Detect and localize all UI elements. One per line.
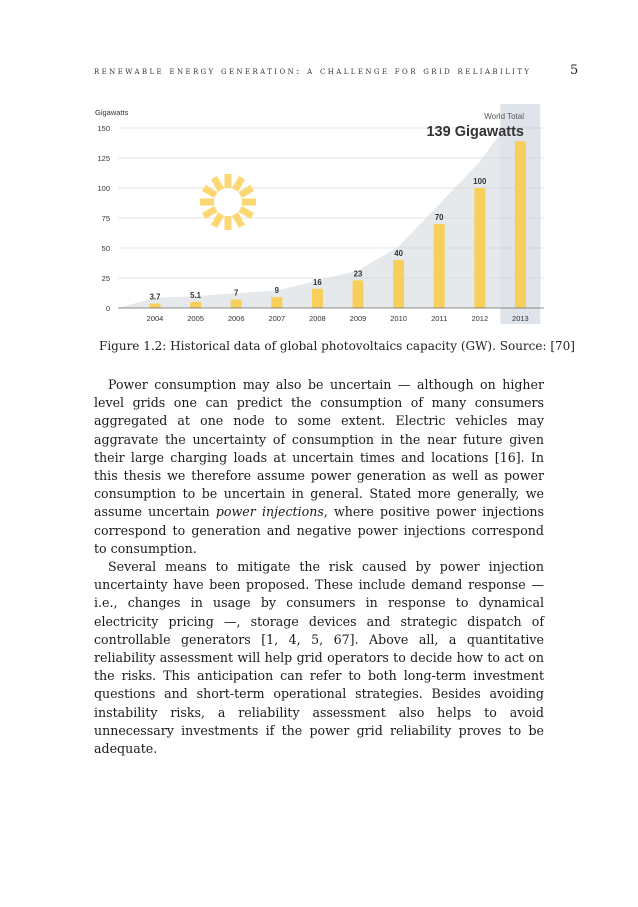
- x-tick-label: 2012: [471, 314, 489, 323]
- page-number: 5: [570, 63, 579, 78]
- x-tick-label: 2010: [390, 314, 407, 323]
- bar: [515, 141, 526, 308]
- y-axis-label: Gigawatts: [95, 108, 129, 117]
- y-tick-label: 125: [97, 154, 110, 163]
- value-label: 40: [394, 249, 403, 258]
- bar: [231, 300, 242, 308]
- y-tick-label: 100: [97, 184, 110, 193]
- paragraph-2: Several means to mitigate the risk caused by power injection uncertainty have been proposed. These include demand response — i.e., changes in usage by consumers in response to dynamical electricity pricing —, storage devices and strategic dispatch of controllable generators [1, 4, 5, 67]. Above all, a quantitative reliability assessment will help grid operators to decide how to act on the risks. This anticipation can refer to both long-term investment questions and short-term operational strategies. Besides avoiding instability risks, a reliability assessment also helps to avoid unnecessary investments if the power grid reliability proves to be adequate.: [94, 559, 544, 757]
- world-total-label: World Total: [484, 112, 524, 121]
- y-tick-label: 50: [101, 244, 110, 253]
- power-injections-emphasis: power injections: [215, 504, 324, 520]
- body-text: [94, 376, 544, 758]
- value-label: 100: [473, 177, 487, 186]
- x-tick-label: 2007: [268, 314, 286, 323]
- bar: [150, 304, 161, 308]
- value-label: 7: [234, 288, 239, 298]
- x-tick-label: 2011: [431, 314, 448, 323]
- x-tick-label: 2009: [349, 314, 367, 323]
- y-tick-label: 150: [97, 124, 110, 133]
- y-tick-label: 0: [105, 304, 110, 313]
- value-label: 5.1: [190, 290, 202, 300]
- bar: [474, 188, 485, 308]
- figure-caption: Figure 1.2: Historical data of global photovoltaics capacity (GW). Source: [70]: [99, 339, 575, 353]
- bar: [312, 289, 323, 308]
- bar: [353, 280, 364, 308]
- pv-capacity-figure: [88, 104, 548, 330]
- value-label: 23: [353, 269, 363, 279]
- bar: [393, 260, 404, 308]
- x-tick-label: 2013: [512, 314, 529, 323]
- value-label: 70: [434, 213, 444, 222]
- running-header: renewable energy generation: a challenge for grid reliability: [94, 66, 532, 77]
- value-label: 9: [274, 286, 279, 296]
- x-tick-label: 2005: [187, 314, 204, 323]
- x-tick-label: 2004: [146, 314, 164, 323]
- bar: [434, 224, 445, 308]
- y-tick-label: 75: [101, 214, 110, 223]
- bar: [271, 297, 282, 308]
- x-tick-label: 2008: [309, 314, 326, 323]
- world-total-value: 139 Gigawatts: [426, 124, 524, 140]
- paragraph-1-text: Power consumption may also be uncertain — although on higher level grids one can predict the consumption of many consumers aggregated at one node to some extent. Electric vehicles may aggravate the uncertainty of consumption in the near future given their large charging loads at uncertain times and locations [16]. In this thesis we therefore assume power generation as well as power consumption to be uncertain in general. Stated more generally, we assume uncertain: [94, 377, 544, 520]
- paragraph-1: [94, 376, 544, 558]
- pv-capacity-chart: [88, 104, 548, 330]
- y-tick-label: 25: [101, 274, 110, 283]
- x-tick-label: 2006: [227, 314, 245, 323]
- paragraph-1-text-end: , where positive power injections correspond to generation and negative power injections correspond to consumption.: [94, 504, 544, 556]
- bar: [190, 302, 201, 308]
- value-label: 16: [313, 277, 322, 287]
- value-label: 3.7: [149, 292, 161, 302]
